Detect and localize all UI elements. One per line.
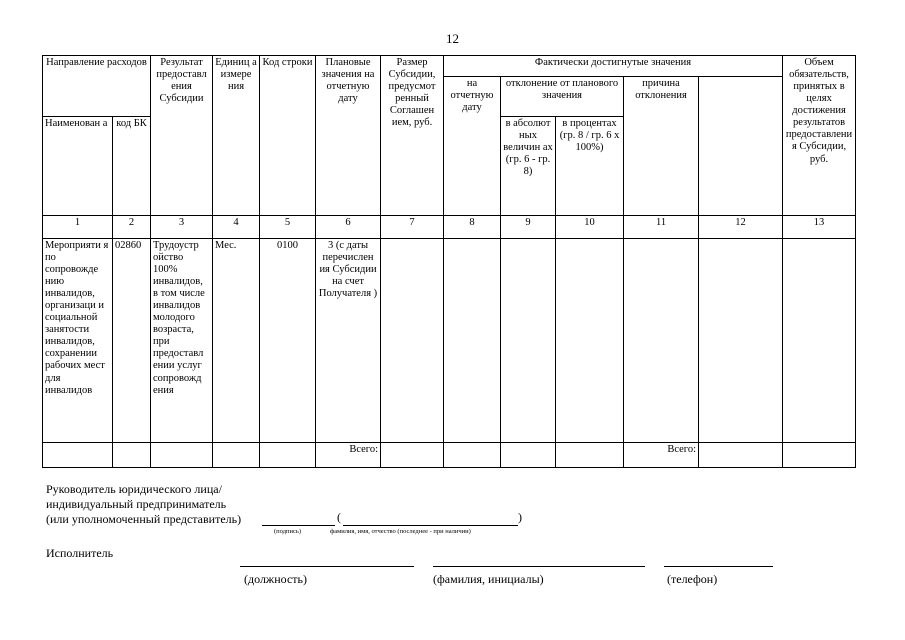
header-subsidy-size: Размер Субсидии, предусмот ренный Соглашен ием, руб.	[381, 56, 444, 216]
column-number: 8	[444, 215, 501, 238]
surname-caption: (фамилия, инициалы)	[433, 572, 544, 586]
row-cell-empty	[624, 238, 699, 442]
total-cell-empty	[43, 442, 113, 467]
row-cell-empty	[501, 238, 556, 442]
header-on-date: на отчетную дату	[444, 77, 501, 216]
column-number: 9	[501, 215, 556, 238]
row-result: Трудоустр ойство 100% инвалидов, в том числе инвалидов молодого возраста, при предоставл ении услуг сопровожд ения	[151, 238, 213, 442]
row-planned: 3 (с даты перечислен ия Субсидии на счет Получателя )	[316, 238, 381, 442]
column-number: 11	[624, 215, 699, 238]
column-number: 5	[260, 215, 316, 238]
name-line	[343, 525, 518, 526]
total-cell-empty	[783, 442, 856, 467]
header-reason: причина отклонения	[624, 77, 699, 216]
head-label-line: (или уполномоченный представитель)	[46, 512, 242, 526]
head-label-line: Руководитель юридического лица/	[46, 482, 222, 496]
total-cell-empty	[151, 442, 213, 467]
header-obligations: Объем обязательств, принятых в целях достижения результатов предоставлени я Субсидии, руб.	[783, 56, 856, 216]
open-paren: (	[337, 510, 341, 524]
total-cell-empty	[260, 442, 316, 467]
phone-caption: (телефон)	[667, 572, 718, 586]
column-number: 7	[381, 215, 444, 238]
header-line-code: Код строки	[260, 56, 316, 216]
position-caption: (должность)	[244, 572, 307, 586]
total-cell-empty	[699, 442, 783, 467]
header-actual: Фактически достигнутые значения	[444, 56, 783, 77]
row-cell-empty	[556, 238, 624, 442]
header-planned: Плановые значения на отчетную дату	[316, 56, 381, 216]
row-cell-empty	[783, 238, 856, 442]
close-paren: )	[518, 510, 522, 524]
page-number: 12	[446, 31, 459, 46]
total-cell-empty	[113, 442, 151, 467]
table-row	[43, 238, 856, 442]
row-cell-empty	[444, 238, 501, 442]
header-direction: Направление расходов	[43, 56, 151, 117]
column-number: 1	[43, 215, 113, 238]
column-number: 3	[151, 215, 213, 238]
signature-caption: (подпись)	[274, 528, 301, 535]
row-line-code: 0100	[260, 238, 316, 442]
column-number: 6	[316, 215, 381, 238]
total-cell-empty	[381, 442, 444, 467]
total-label: Всего:	[316, 442, 381, 467]
head-label-line: индивидуальный предприниматель	[46, 497, 227, 511]
column-number: 4	[213, 215, 260, 238]
total-row	[43, 442, 856, 467]
column-number: 10	[556, 215, 624, 238]
phone-line	[664, 566, 773, 567]
executor-label: Исполнитель	[46, 546, 114, 560]
header-name: Наименован а	[43, 116, 113, 215]
row-cell-empty	[699, 238, 783, 442]
header-deviation: отклонение от планового значения	[501, 77, 624, 117]
report-table	[42, 55, 856, 468]
total-label: Всего:	[624, 442, 699, 467]
header-pct-deviation: в процентах (гр. 8 / гр. 6 х 100%)	[556, 116, 624, 215]
column-number: 13	[783, 215, 856, 238]
name-caption: фамилия, имя, отчество (последнее - при наличии)	[330, 528, 471, 535]
row-name: Мероприяти я по сопровожде нию инвалидов, организаци и социальной занятости инвалидов, сохранении рабочих мест для инвалидов	[43, 238, 113, 442]
surname-line	[433, 566, 645, 567]
header-unit: Единиц а измере ния	[213, 56, 260, 216]
header-abs-deviation: в абсолют ных величин ах (гр. 6 - гр. 8)	[501, 116, 556, 215]
position-line	[240, 566, 414, 567]
header-bk-code: код БК	[113, 116, 151, 215]
total-cell-empty	[213, 442, 260, 467]
total-cell-empty	[556, 442, 624, 467]
row-bk-code: 02860	[113, 238, 151, 442]
column-number: 2	[113, 215, 151, 238]
header-result: Результат предоставл ения Субсидии	[151, 56, 213, 216]
total-cell-empty	[444, 442, 501, 467]
row-cell-empty	[381, 238, 444, 442]
total-cell-empty	[501, 442, 556, 467]
head-signature-label	[46, 482, 241, 527]
signature-line	[262, 525, 335, 526]
column-number: 12	[699, 215, 783, 238]
row-unit: Мес.	[213, 238, 260, 442]
